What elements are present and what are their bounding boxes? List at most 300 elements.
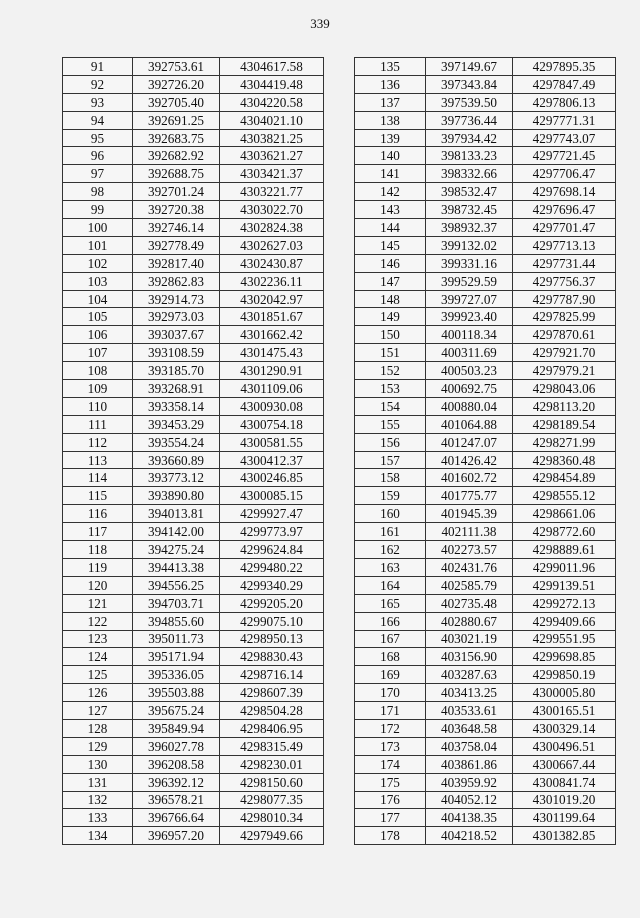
point-number-cell: 119	[63, 558, 133, 576]
y-coordinate-cell: 4300005.80	[513, 684, 616, 702]
point-number-cell: 141	[355, 165, 426, 183]
y-coordinate-cell: 4299409.66	[513, 612, 616, 630]
coordinate-table-left	[62, 57, 324, 845]
y-coordinate-cell: 4301382.85	[513, 827, 616, 845]
point-number-cell: 117	[63, 523, 133, 541]
y-coordinate-cell: 4302430.87	[220, 254, 324, 272]
point-number-cell: 170	[355, 684, 426, 702]
x-coordinate-cell: 398133.23	[426, 147, 513, 165]
point-number-cell: 131	[63, 773, 133, 791]
table-row	[63, 523, 324, 541]
y-coordinate-cell: 4299624.84	[220, 541, 324, 559]
point-number-cell: 175	[355, 773, 426, 791]
point-number-cell: 151	[355, 344, 426, 362]
point-number-cell: 138	[355, 111, 426, 129]
y-coordinate-cell: 4298830.43	[220, 648, 324, 666]
x-coordinate-cell: 395849.94	[133, 719, 220, 737]
point-number-cell: 172	[355, 719, 426, 737]
point-number-cell: 167	[355, 630, 426, 648]
table-row	[355, 236, 616, 254]
point-number-cell: 93	[63, 93, 133, 111]
x-coordinate-cell: 394855.60	[133, 612, 220, 630]
y-coordinate-cell: 4297806.13	[513, 93, 616, 111]
x-coordinate-cell: 392683.75	[133, 129, 220, 147]
x-coordinate-cell: 399727.07	[426, 290, 513, 308]
table-row	[63, 576, 324, 594]
point-number-cell: 126	[63, 684, 133, 702]
x-coordinate-cell: 393268.91	[133, 380, 220, 398]
y-coordinate-cell: 4297701.47	[513, 219, 616, 237]
table-row	[355, 505, 616, 523]
x-coordinate-cell: 396578.21	[133, 791, 220, 809]
x-coordinate-cell: 392778.49	[133, 236, 220, 254]
x-coordinate-cell: 393554.24	[133, 433, 220, 451]
table-row	[355, 362, 616, 380]
table-row	[355, 809, 616, 827]
point-number-cell: 116	[63, 505, 133, 523]
x-coordinate-cell: 394556.25	[133, 576, 220, 594]
y-coordinate-cell: 4299927.47	[220, 505, 324, 523]
point-number-cell: 129	[63, 737, 133, 755]
point-number-cell: 124	[63, 648, 133, 666]
table-row	[63, 612, 324, 630]
x-coordinate-cell: 394142.00	[133, 523, 220, 541]
y-coordinate-cell: 4298271.99	[513, 433, 616, 451]
table-row	[355, 719, 616, 737]
table-row	[355, 433, 616, 451]
table-row	[355, 397, 616, 415]
y-coordinate-cell: 4297771.31	[513, 111, 616, 129]
table-row	[355, 290, 616, 308]
point-number-cell: 150	[355, 326, 426, 344]
y-coordinate-cell: 4302236.11	[220, 272, 324, 290]
y-coordinate-cell: 4300667.44	[513, 755, 616, 773]
x-coordinate-cell: 402585.79	[426, 576, 513, 594]
x-coordinate-cell: 403861.86	[426, 755, 513, 773]
point-number-cell: 120	[63, 576, 133, 594]
point-number-cell: 91	[63, 58, 133, 76]
x-coordinate-cell: 397934.42	[426, 129, 513, 147]
table-row	[63, 558, 324, 576]
y-coordinate-cell: 4303022.70	[220, 201, 324, 219]
point-number-cell: 153	[355, 380, 426, 398]
y-coordinate-cell: 4304419.48	[220, 75, 324, 93]
y-coordinate-cell: 4298077.35	[220, 791, 324, 809]
point-number-cell: 94	[63, 111, 133, 129]
table-row	[355, 165, 616, 183]
x-coordinate-cell: 403287.63	[426, 666, 513, 684]
table-row	[63, 165, 324, 183]
table-row	[355, 415, 616, 433]
y-coordinate-cell: 4303821.25	[220, 129, 324, 147]
x-coordinate-cell: 404052.12	[426, 791, 513, 809]
table-row	[63, 809, 324, 827]
point-number-cell: 92	[63, 75, 133, 93]
table-row	[63, 129, 324, 147]
x-coordinate-cell: 402880.67	[426, 612, 513, 630]
table-row	[63, 290, 324, 308]
table-row	[355, 702, 616, 720]
table-row	[355, 129, 616, 147]
table-row	[355, 111, 616, 129]
table-row	[63, 487, 324, 505]
point-number-cell: 96	[63, 147, 133, 165]
x-coordinate-cell: 403533.61	[426, 702, 513, 720]
point-number-cell: 137	[355, 93, 426, 111]
x-coordinate-cell: 394703.71	[133, 594, 220, 612]
point-number-cell: 130	[63, 755, 133, 773]
y-coordinate-cell: 4303421.37	[220, 165, 324, 183]
y-coordinate-cell: 4304220.58	[220, 93, 324, 111]
x-coordinate-cell: 393660.89	[133, 451, 220, 469]
y-coordinate-cell: 4298607.39	[220, 684, 324, 702]
table-row	[63, 737, 324, 755]
y-coordinate-cell: 4298716.14	[220, 666, 324, 684]
point-number-cell: 143	[355, 201, 426, 219]
point-number-cell: 108	[63, 362, 133, 380]
y-coordinate-cell: 4300754.18	[220, 415, 324, 433]
table-row	[355, 183, 616, 201]
table-row	[355, 523, 616, 541]
table-row	[355, 755, 616, 773]
x-coordinate-cell: 403156.90	[426, 648, 513, 666]
table-row	[63, 397, 324, 415]
y-coordinate-cell: 4301199.64	[513, 809, 616, 827]
x-coordinate-cell: 403021.19	[426, 630, 513, 648]
point-number-cell: 142	[355, 183, 426, 201]
y-coordinate-cell: 4299773.97	[220, 523, 324, 541]
x-coordinate-cell: 395675.24	[133, 702, 220, 720]
table-row	[63, 505, 324, 523]
x-coordinate-cell: 400692.75	[426, 380, 513, 398]
x-coordinate-cell: 399132.02	[426, 236, 513, 254]
table-row	[355, 58, 616, 76]
y-coordinate-cell: 4298230.01	[220, 755, 324, 773]
x-coordinate-cell: 396392.12	[133, 773, 220, 791]
point-number-cell: 110	[63, 397, 133, 415]
x-coordinate-cell: 398532.47	[426, 183, 513, 201]
y-coordinate-cell: 4301475.43	[220, 344, 324, 362]
table-row	[355, 451, 616, 469]
y-coordinate-cell: 4300329.14	[513, 719, 616, 737]
x-coordinate-cell: 397149.67	[426, 58, 513, 76]
x-coordinate-cell: 392720.38	[133, 201, 220, 219]
point-number-cell: 107	[63, 344, 133, 362]
point-number-cell: 134	[63, 827, 133, 845]
y-coordinate-cell: 4297825.99	[513, 308, 616, 326]
point-number-cell: 101	[63, 236, 133, 254]
table-row	[355, 612, 616, 630]
table-row	[355, 201, 616, 219]
y-coordinate-cell: 4302824.38	[220, 219, 324, 237]
x-coordinate-cell: 395503.88	[133, 684, 220, 702]
x-coordinate-cell: 392691.25	[133, 111, 220, 129]
point-number-cell: 148	[355, 290, 426, 308]
x-coordinate-cell: 400880.04	[426, 397, 513, 415]
point-number-cell: 102	[63, 254, 133, 272]
table-row	[63, 344, 324, 362]
y-coordinate-cell: 4298661.06	[513, 505, 616, 523]
y-coordinate-cell: 4300841.74	[513, 773, 616, 791]
table-row	[355, 344, 616, 362]
table-row	[63, 201, 324, 219]
table-row	[355, 791, 616, 809]
y-coordinate-cell: 4297787.90	[513, 290, 616, 308]
point-number-cell: 159	[355, 487, 426, 505]
point-number-cell: 132	[63, 791, 133, 809]
x-coordinate-cell: 397539.50	[426, 93, 513, 111]
table-row	[355, 75, 616, 93]
x-coordinate-cell: 393037.67	[133, 326, 220, 344]
point-number-cell: 145	[355, 236, 426, 254]
table-row	[63, 469, 324, 487]
y-coordinate-cell: 4297921.70	[513, 344, 616, 362]
table-row	[63, 719, 324, 737]
table-row	[63, 236, 324, 254]
y-coordinate-cell: 4300496.51	[513, 737, 616, 755]
table-row	[63, 791, 324, 809]
y-coordinate-cell: 4299075.10	[220, 612, 324, 630]
y-coordinate-cell: 4300165.51	[513, 702, 616, 720]
x-coordinate-cell: 401426.42	[426, 451, 513, 469]
point-number-cell: 136	[355, 75, 426, 93]
x-coordinate-cell: 396957.20	[133, 827, 220, 845]
x-coordinate-cell: 392914.73	[133, 290, 220, 308]
x-coordinate-cell: 401247.07	[426, 433, 513, 451]
y-coordinate-cell: 4299205.20	[220, 594, 324, 612]
table-row	[355, 558, 616, 576]
x-coordinate-cell: 403413.25	[426, 684, 513, 702]
point-number-cell: 155	[355, 415, 426, 433]
table-row	[63, 755, 324, 773]
y-coordinate-cell: 4304617.58	[220, 58, 324, 76]
table-row	[63, 254, 324, 272]
y-coordinate-cell: 4297847.49	[513, 75, 616, 93]
x-coordinate-cell: 392682.92	[133, 147, 220, 165]
point-number-cell: 168	[355, 648, 426, 666]
x-coordinate-cell: 393108.59	[133, 344, 220, 362]
y-coordinate-cell: 4298555.12	[513, 487, 616, 505]
y-coordinate-cell: 4298360.48	[513, 451, 616, 469]
x-coordinate-cell: 393773.12	[133, 469, 220, 487]
y-coordinate-cell: 4300581.55	[220, 433, 324, 451]
y-coordinate-cell: 4302627.03	[220, 236, 324, 254]
x-coordinate-cell: 402431.76	[426, 558, 513, 576]
x-coordinate-cell: 392753.61	[133, 58, 220, 76]
point-number-cell: 149	[355, 308, 426, 326]
x-coordinate-cell: 398932.37	[426, 219, 513, 237]
x-coordinate-cell: 403648.58	[426, 719, 513, 737]
x-coordinate-cell: 403758.04	[426, 737, 513, 755]
y-coordinate-cell: 4299698.85	[513, 648, 616, 666]
point-number-cell: 162	[355, 541, 426, 559]
x-coordinate-cell: 401064.88	[426, 415, 513, 433]
table-row	[355, 147, 616, 165]
table-body-left	[63, 58, 324, 845]
x-coordinate-cell: 396027.78	[133, 737, 220, 755]
x-coordinate-cell: 394013.81	[133, 505, 220, 523]
x-coordinate-cell: 404138.35	[426, 809, 513, 827]
y-coordinate-cell: 4301109.06	[220, 380, 324, 398]
point-number-cell: 173	[355, 737, 426, 755]
point-number-cell: 113	[63, 451, 133, 469]
point-number-cell: 154	[355, 397, 426, 415]
x-coordinate-cell: 401945.39	[426, 505, 513, 523]
point-number-cell: 152	[355, 362, 426, 380]
point-number-cell: 106	[63, 326, 133, 344]
point-number-cell: 146	[355, 254, 426, 272]
point-number-cell: 98	[63, 183, 133, 201]
x-coordinate-cell: 393185.70	[133, 362, 220, 380]
point-number-cell: 104	[63, 290, 133, 308]
table-row	[63, 272, 324, 290]
point-number-cell: 139	[355, 129, 426, 147]
table-row	[355, 308, 616, 326]
x-coordinate-cell: 393453.29	[133, 415, 220, 433]
y-coordinate-cell: 4298772.60	[513, 523, 616, 541]
point-number-cell: 127	[63, 702, 133, 720]
y-coordinate-cell: 4298150.60	[220, 773, 324, 791]
point-number-cell: 164	[355, 576, 426, 594]
y-coordinate-cell: 4298315.49	[220, 737, 324, 755]
x-coordinate-cell: 402735.48	[426, 594, 513, 612]
point-number-cell: 109	[63, 380, 133, 398]
table-row	[63, 702, 324, 720]
x-coordinate-cell: 396766.64	[133, 809, 220, 827]
y-coordinate-cell: 4302042.97	[220, 290, 324, 308]
table-row	[63, 183, 324, 201]
x-coordinate-cell: 399331.16	[426, 254, 513, 272]
point-number-cell: 158	[355, 469, 426, 487]
y-coordinate-cell: 4298889.61	[513, 541, 616, 559]
table-row	[355, 827, 616, 845]
y-coordinate-cell: 4298043.06	[513, 380, 616, 398]
table-row	[63, 684, 324, 702]
point-number-cell: 144	[355, 219, 426, 237]
point-number-cell: 165	[355, 594, 426, 612]
table-row	[63, 219, 324, 237]
table-row	[355, 272, 616, 290]
table-row	[63, 773, 324, 791]
x-coordinate-cell: 400118.34	[426, 326, 513, 344]
x-coordinate-cell: 395011.73	[133, 630, 220, 648]
x-coordinate-cell: 393358.14	[133, 397, 220, 415]
table-row	[63, 147, 324, 165]
table-row	[355, 380, 616, 398]
point-number-cell: 174	[355, 755, 426, 773]
x-coordinate-cell: 392701.24	[133, 183, 220, 201]
point-number-cell: 99	[63, 201, 133, 219]
point-number-cell: 122	[63, 612, 133, 630]
table-row	[355, 594, 616, 612]
y-coordinate-cell: 4297743.07	[513, 129, 616, 147]
y-coordinate-cell: 4297713.13	[513, 236, 616, 254]
table-row	[63, 58, 324, 76]
x-coordinate-cell: 392688.75	[133, 165, 220, 183]
y-coordinate-cell: 4298950.13	[220, 630, 324, 648]
table-body-right	[355, 58, 616, 845]
point-number-cell: 103	[63, 272, 133, 290]
x-coordinate-cell: 398332.66	[426, 165, 513, 183]
y-coordinate-cell: 4300085.15	[220, 487, 324, 505]
x-coordinate-cell: 400311.69	[426, 344, 513, 362]
table-row	[63, 111, 324, 129]
table-row	[63, 93, 324, 111]
table-row	[63, 75, 324, 93]
y-coordinate-cell: 4298113.20	[513, 397, 616, 415]
y-coordinate-cell: 4297756.37	[513, 272, 616, 290]
x-coordinate-cell: 392817.40	[133, 254, 220, 272]
y-coordinate-cell: 4301290.91	[220, 362, 324, 380]
table-row	[355, 648, 616, 666]
point-number-cell: 118	[63, 541, 133, 559]
table-row	[63, 380, 324, 398]
x-coordinate-cell: 402273.57	[426, 541, 513, 559]
y-coordinate-cell: 4301851.67	[220, 308, 324, 326]
x-coordinate-cell: 397736.44	[426, 111, 513, 129]
x-coordinate-cell: 399529.59	[426, 272, 513, 290]
y-coordinate-cell: 4303621.27	[220, 147, 324, 165]
table-row	[63, 308, 324, 326]
x-coordinate-cell: 401602.72	[426, 469, 513, 487]
point-number-cell: 121	[63, 594, 133, 612]
y-coordinate-cell: 4297721.45	[513, 147, 616, 165]
y-coordinate-cell: 4301019.20	[513, 791, 616, 809]
point-number-cell: 114	[63, 469, 133, 487]
y-coordinate-cell: 4297870.61	[513, 326, 616, 344]
table-row	[355, 219, 616, 237]
table-row	[63, 666, 324, 684]
y-coordinate-cell: 4301662.42	[220, 326, 324, 344]
y-coordinate-cell: 4297731.44	[513, 254, 616, 272]
y-coordinate-cell: 4297698.14	[513, 183, 616, 201]
table-row	[355, 93, 616, 111]
x-coordinate-cell: 392862.83	[133, 272, 220, 290]
table-row	[63, 648, 324, 666]
x-coordinate-cell: 402111.38	[426, 523, 513, 541]
table-row	[63, 451, 324, 469]
x-coordinate-cell: 393890.80	[133, 487, 220, 505]
point-number-cell: 111	[63, 415, 133, 433]
point-number-cell: 163	[355, 558, 426, 576]
point-number-cell: 100	[63, 219, 133, 237]
table-row	[355, 773, 616, 791]
point-number-cell: 105	[63, 308, 133, 326]
table-row	[355, 326, 616, 344]
x-coordinate-cell: 394275.24	[133, 541, 220, 559]
y-coordinate-cell: 4298504.28	[220, 702, 324, 720]
x-coordinate-cell: 392746.14	[133, 219, 220, 237]
table-row	[355, 576, 616, 594]
y-coordinate-cell: 4299139.51	[513, 576, 616, 594]
point-number-cell: 135	[355, 58, 426, 76]
y-coordinate-cell: 4298010.34	[220, 809, 324, 827]
table-row	[355, 469, 616, 487]
point-number-cell: 161	[355, 523, 426, 541]
y-coordinate-cell: 4297895.35	[513, 58, 616, 76]
point-number-cell: 169	[355, 666, 426, 684]
table-row	[63, 630, 324, 648]
table-row	[355, 254, 616, 272]
y-coordinate-cell: 4299551.95	[513, 630, 616, 648]
x-coordinate-cell: 397343.84	[426, 75, 513, 93]
y-coordinate-cell: 4304021.10	[220, 111, 324, 129]
point-number-cell: 176	[355, 791, 426, 809]
y-coordinate-cell: 4299340.29	[220, 576, 324, 594]
y-coordinate-cell: 4299272.13	[513, 594, 616, 612]
page-number: 339	[310, 16, 330, 31]
x-coordinate-cell: 392705.40	[133, 93, 220, 111]
